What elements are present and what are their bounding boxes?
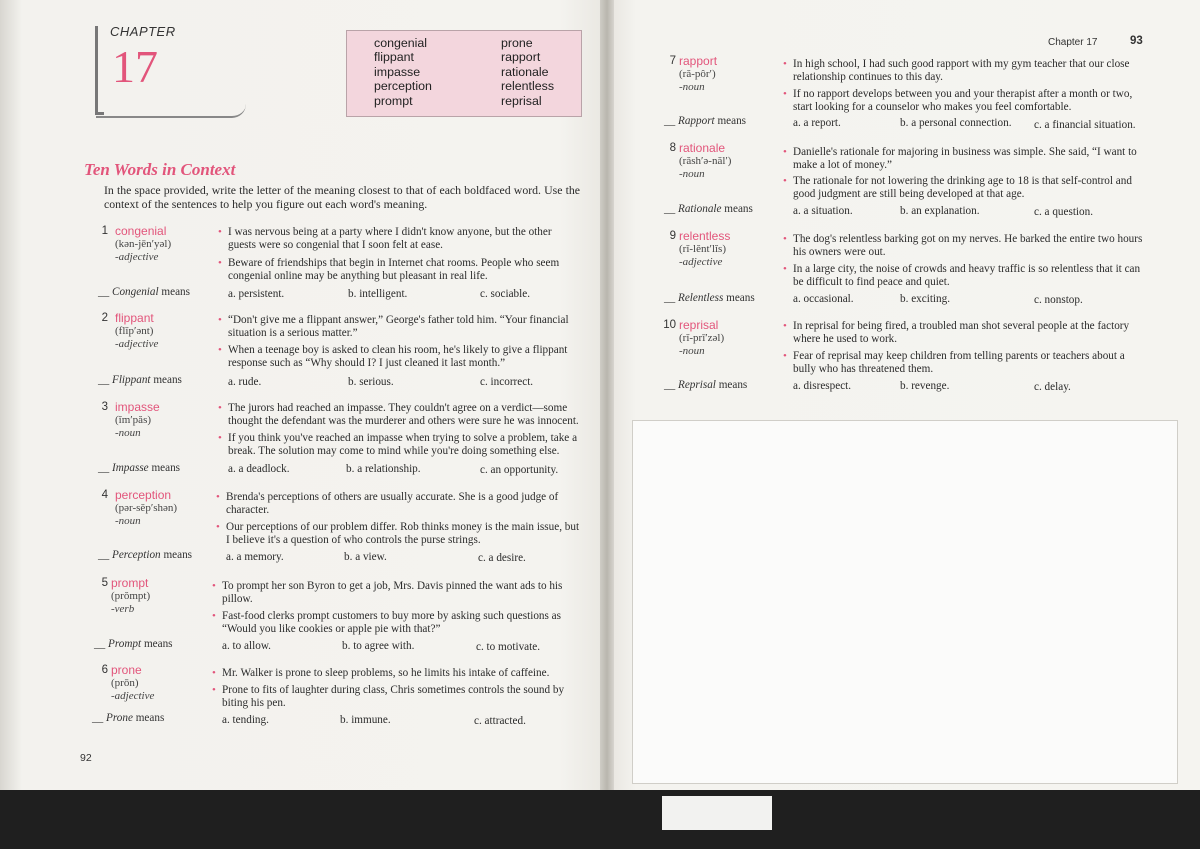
answer-blank-label[interactable]: __ Reprisal means bbox=[664, 379, 748, 391]
example-sentence-2: • Fast-food clerks prompt customers to buy more by asking such questions as “Would you like cookies or apple pie with that?” bbox=[212, 610, 561, 636]
example-sentence-1: • I was nervous being at a party where I didn't know anyone, but the other guests were so congenial that I soon felt at ease. bbox=[218, 226, 552, 252]
entry-part-of-speech: -verb bbox=[111, 603, 135, 615]
entry-number: 2 bbox=[101, 312, 108, 324]
example-sentence-1: • In high school, I had such good rapport with my gym teacher that our close relationship continues to this day. bbox=[783, 58, 1130, 84]
vocab-word: flippant bbox=[374, 50, 414, 65]
vocab-word: rationale bbox=[501, 64, 549, 79]
option-c: c. a financial situation. bbox=[1034, 119, 1136, 131]
answer-blank-label[interactable]: __ Rapport means bbox=[664, 115, 747, 127]
section-title: Ten Words in Context bbox=[84, 160, 236, 179]
entry-number: 10 bbox=[663, 319, 676, 331]
chapter-number: 17 bbox=[112, 41, 158, 92]
option-b: b. a personal connection. bbox=[900, 117, 1012, 129]
entry-pronunciation: (ră-pôr′) bbox=[679, 68, 716, 80]
example-sentence-1: • The jurors had reached an impasse. They couldn't agree on a verdict—some thought the defendant was the murderer and others were sure he was innocent. bbox=[218, 402, 579, 428]
answer-blank-label[interactable]: __ Rationale means bbox=[664, 203, 753, 215]
page-tab bbox=[662, 796, 772, 830]
entry-part-of-speech: -adjective bbox=[115, 338, 159, 350]
option-a: a. a report. bbox=[793, 117, 841, 129]
chapter-label: CHAPTER bbox=[110, 24, 176, 39]
example-sentence-2: • When a teenage boy is asked to clean his room, he's likely to give a flippant response such as “Why should I? I just cleaned it last month.” bbox=[218, 344, 568, 370]
example-sentence-2: • Fear of reprisal may keep children from telling parents or teachers about a bully who has threatened them. bbox=[783, 350, 1125, 376]
entry-number: 6 bbox=[101, 664, 108, 676]
option-c: c. to motivate. bbox=[476, 641, 541, 653]
option-a: a. a situation. bbox=[793, 205, 853, 217]
example-sentence-2: • If you think you've reached an impasse when trying to solve a problem, take a break. The solution may come to mind while you're doing something else. bbox=[218, 432, 578, 458]
entry-word: prompt bbox=[111, 576, 149, 590]
option-b: b. a relationship. bbox=[346, 463, 421, 475]
option-c: c. an opportunity. bbox=[480, 464, 559, 476]
entry-part-of-speech: -adjective bbox=[111, 690, 155, 702]
example-sentence-2: • In a large city, the noise of crowds and heavy traffic is so relentless that it can be difficult to find peace and quiet. bbox=[783, 263, 1141, 289]
entry-part-of-speech: -noun bbox=[679, 168, 705, 180]
option-a: a. tending. bbox=[222, 714, 269, 726]
running-head: Chapter 17 bbox=[1048, 37, 1098, 48]
entry-part-of-speech: -adjective bbox=[679, 256, 723, 268]
example-sentence-1: • Brenda's perceptions of others are usually accurate. She is a good judge of character. bbox=[216, 491, 559, 517]
example-sentence-1: • The dog's relentless barking got on my nerves. He barked the entire two hours his owners were out. bbox=[783, 233, 1143, 259]
vocab-word: impasse bbox=[374, 64, 421, 79]
answer-blank-label[interactable]: __ Congenial means bbox=[98, 286, 190, 298]
entry-pronunciation: (prŏmpt) bbox=[111, 590, 151, 602]
entry-number: 3 bbox=[101, 401, 108, 413]
option-b: b. a view. bbox=[344, 551, 387, 563]
option-a: a. persistent. bbox=[228, 288, 285, 300]
option-b: b. an explanation. bbox=[900, 205, 980, 217]
answer-blank-label[interactable]: __ Perception means bbox=[98, 549, 193, 561]
example-sentence-2: • If no rapport develops between you and your therapist after a month or two, start looking for a counselor who makes you feel comfortable. bbox=[783, 88, 1133, 114]
vocab-word: prone bbox=[501, 36, 533, 50]
entry-part-of-speech: -noun bbox=[115, 427, 141, 439]
entry-word: congenial bbox=[115, 224, 167, 238]
option-c: c. delay. bbox=[1034, 381, 1071, 393]
table-surface bbox=[0, 790, 1200, 849]
entry-part-of-speech: -noun bbox=[679, 81, 705, 93]
answer-blank-label[interactable]: __ Prone means bbox=[92, 712, 165, 724]
example-sentence-1: • Mr. Walker is prone to sleep problems, so he limits his intake of caffeine. bbox=[212, 667, 550, 679]
option-b: b. immune. bbox=[340, 714, 391, 726]
option-a: a. a deadlock. bbox=[228, 463, 290, 475]
vocab-word: reprisal bbox=[501, 93, 542, 108]
entry-word: perception bbox=[115, 488, 172, 502]
option-b: b. to agree with. bbox=[342, 640, 415, 652]
entry-pronunciation: (rĭ-prī′zəl) bbox=[679, 332, 725, 344]
entry-part-of-speech: -adjective bbox=[115, 251, 159, 263]
entry-pronunciation: (flĭp′ənt) bbox=[115, 325, 154, 337]
entry-number: 5 bbox=[101, 577, 108, 589]
example-sentence-2: • Prone to fits of laughter during class, Chris sometimes controls the sound by biting his pen. bbox=[212, 684, 565, 710]
entry-word: relentless bbox=[679, 229, 731, 243]
instructions: In the space provided, write the letter of the meaning closest to that of each boldfaced word. Use the context of the sentences to help you figure out each word's meaning. bbox=[104, 183, 580, 211]
option-c: c. a desire. bbox=[478, 552, 526, 564]
option-a: a. a memory. bbox=[226, 551, 284, 563]
vocab-column-1 bbox=[374, 36, 432, 108]
entry-number: 7 bbox=[669, 55, 676, 67]
option-c: c. nonstop. bbox=[1034, 294, 1083, 306]
entry-word: prone bbox=[111, 663, 142, 677]
vocab-box bbox=[346, 30, 582, 117]
option-c: c. attracted. bbox=[474, 715, 526, 727]
entry-number: 8 bbox=[669, 142, 676, 154]
entry-pronunciation: (răsh′ə-năl′) bbox=[679, 155, 732, 167]
vocab-word: congenial bbox=[374, 36, 428, 50]
entry-pronunciation: (prōn) bbox=[111, 677, 139, 689]
answer-blank-label[interactable]: __ Flippant means bbox=[98, 374, 182, 386]
chapter-bracket-ornament bbox=[95, 26, 104, 115]
example-sentence-1: • Danielle's rationale for majoring in business was simple. She said, “I want to make a lot of money.” bbox=[783, 146, 1137, 172]
entry-pronunciation: (kən-jēn′yəl) bbox=[115, 238, 172, 250]
entry-part-of-speech: -noun bbox=[115, 515, 141, 527]
option-b: b. exciting. bbox=[900, 293, 951, 305]
example-sentence-1: • To prompt her son Byron to get a job, Mrs. Davis pinned the want ads to his pillow. bbox=[212, 580, 563, 606]
entry-word: rapport bbox=[679, 54, 718, 68]
vocab-column-2 bbox=[501, 36, 554, 108]
entry-word: flippant bbox=[115, 311, 154, 325]
vocab-word: relentless bbox=[501, 79, 555, 94]
entry-number: 1 bbox=[101, 225, 108, 237]
entry-word: impasse bbox=[115, 400, 160, 414]
example-sentence-2: • The rationale for not lowering the drinking age to 18 is that self-control and good judgment are still being developed at that age. bbox=[783, 175, 1132, 201]
entry-number: 9 bbox=[669, 230, 676, 242]
blank-white-box bbox=[632, 420, 1178, 784]
entry-pronunciation: (ĭm′păs) bbox=[115, 414, 152, 426]
page-number-right: 93 bbox=[1130, 35, 1143, 47]
vocab-word: perception bbox=[374, 79, 432, 94]
example-sentence-2: • Our perceptions of our problem differ. Rob thinks money is the main issue, but I believe it's a question of who controls the purse strings. bbox=[216, 521, 580, 547]
option-b: b. revenge. bbox=[900, 380, 950, 392]
answer-blank-label[interactable]: __ Prompt means bbox=[94, 638, 173, 650]
option-c: c. incorrect. bbox=[480, 376, 534, 388]
entry-part-of-speech: -noun bbox=[679, 345, 705, 357]
answer-blank-label[interactable]: __ Impasse means bbox=[98, 462, 181, 474]
option-b: b. intelligent. bbox=[348, 288, 408, 300]
option-a: a. disrespect. bbox=[793, 380, 852, 392]
example-sentence-2: • Beware of friendships that begin in Internet chat rooms. People who seem congenial online may be anything but pleasant in real life. bbox=[218, 257, 560, 283]
option-b: b. serious. bbox=[348, 376, 394, 388]
option-c: c. sociable. bbox=[480, 288, 531, 300]
example-sentence-1: • “Don't give me a flippant answer,” George's father told him. “Your financial situation is a serious matter.” bbox=[218, 314, 569, 340]
entry-pronunciation: (rĭ-lĕnt′lĭs) bbox=[679, 243, 727, 255]
answer-blank-label[interactable]: __ Relentless means bbox=[664, 292, 755, 304]
page-number-left: 92 bbox=[80, 752, 92, 764]
option-a: a. rude. bbox=[228, 376, 262, 388]
entry-word: reprisal bbox=[679, 318, 719, 332]
option-c: c. a question. bbox=[1034, 206, 1094, 218]
vocab-word: rapport bbox=[501, 50, 541, 65]
example-sentence-1: • In reprisal for being fired, a troubled man shot several people at the factory where he used to work. bbox=[783, 320, 1130, 346]
entry-number: 4 bbox=[101, 489, 108, 501]
option-a: a. to allow. bbox=[222, 640, 271, 652]
chapter-sweep-ornament bbox=[96, 104, 246, 118]
entry-pronunciation: (pər-sĕp′shən) bbox=[115, 502, 178, 514]
option-a: a. occasional. bbox=[793, 293, 854, 305]
vocab-word: prompt bbox=[374, 93, 413, 108]
book-gutter bbox=[600, 0, 614, 808]
entry-word: rationale bbox=[679, 141, 726, 155]
